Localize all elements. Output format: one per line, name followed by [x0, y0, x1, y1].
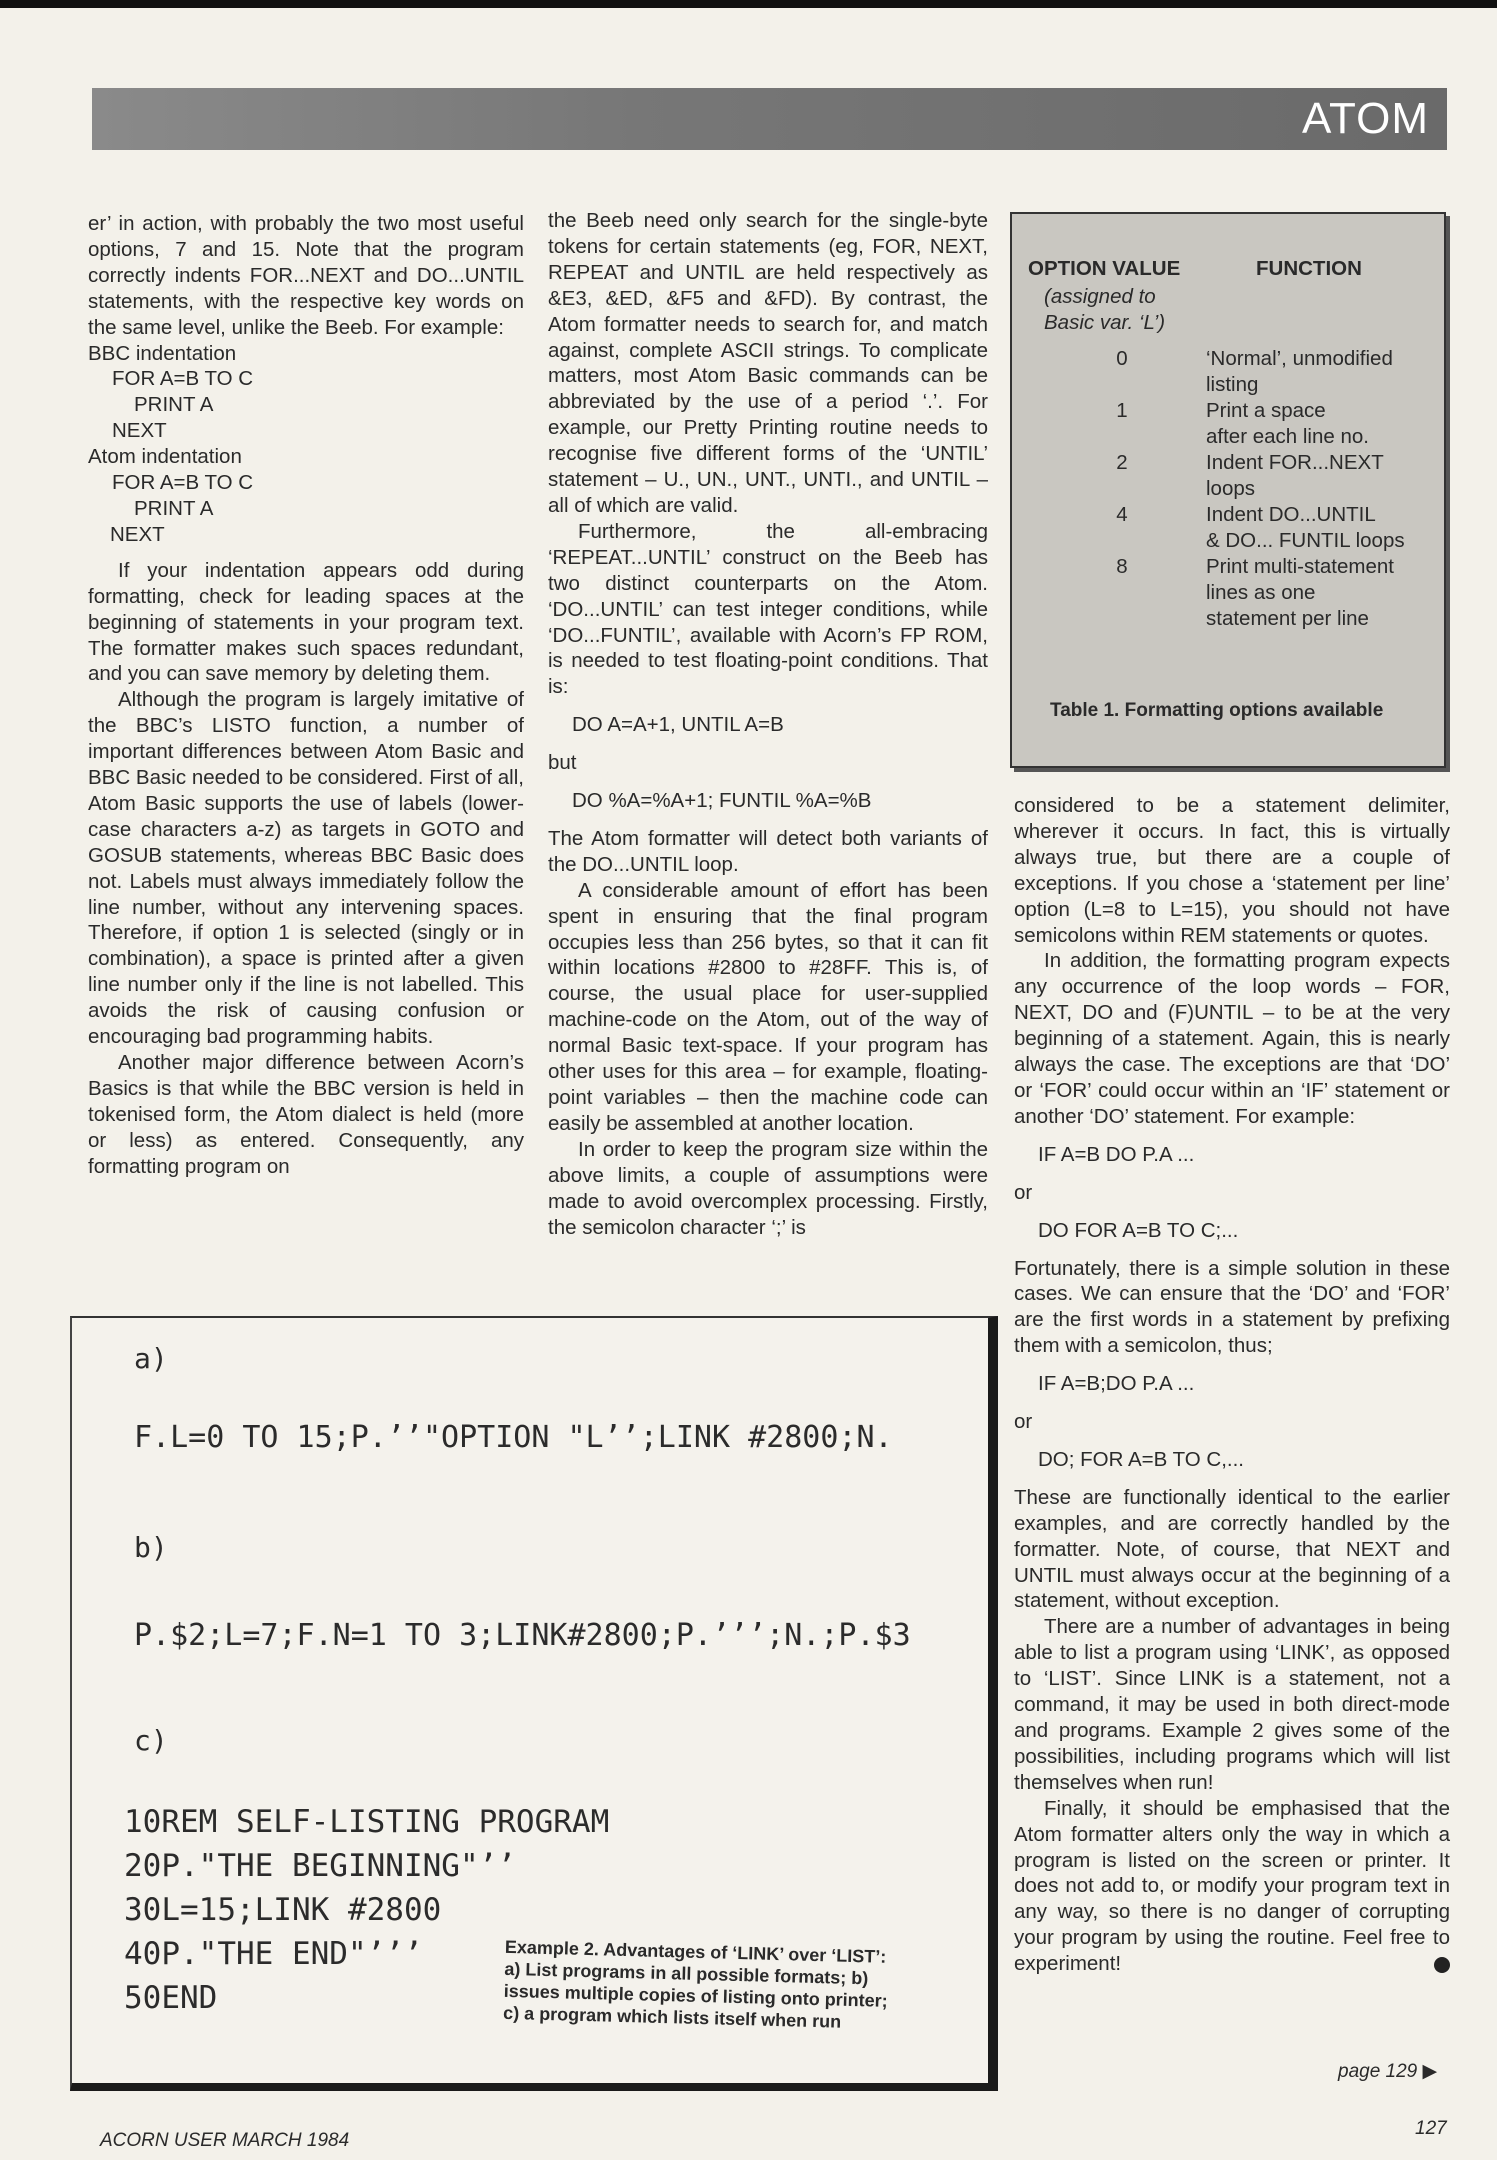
word-line: or	[1014, 1410, 1033, 1434]
paragraph: The Atom formatter will detect both variants of the DO...UNTIL loop.	[548, 826, 988, 876]
code-line: IF A=B;DO P.A ...	[1038, 1372, 1195, 1396]
paragraph: the Beeb need only search for the single-byte tokens for certain statements (eg, FOR, NEXT, REPEAT and UNTIL are held respectively as &E3, &ED, &F5 and &FD). By contrast, the Atom formatter needs to search for, and match against, complete ASCII strings. To complicate matters, most Atom Basic commands can be abbreviated by the use of a period ‘.’. For example, our Pretty Printing routine needs to recognise five different forms of the ‘UNTIL’ statement – U., UN., UNT., UNTI., and UNTIL – all of which are valid.	[548, 209, 988, 517]
example-code-b: P.$2;L=7;F.N=1 TO 3;LINK#2800;P.’’’;N.;P.$3	[134, 1618, 911, 1653]
page-number: 127	[1415, 2118, 1447, 2139]
example-label-c: c)	[134, 1724, 168, 1757]
paragraph: There are a number of advantages in being able to list a program using ‘LINK’, as opposed to ‘LIST’. Since LINK is a statement, not a command, it may be used in both direct-mode and programs. Example 2 gives some of the possibilities, including programs which will list themselves when run!	[1014, 1615, 1450, 1794]
option-value: 0	[1116, 347, 1128, 370]
code-line: FOR A=B TO C	[112, 367, 254, 391]
paragraph: Fortunately, there is a simple solution in these cases. We can ensure that the ‘DO’ and ‘FOR’ are the first words in a statement by prefixing them with a semicolon, thus;	[1014, 1256, 1450, 1358]
code-line: DO FOR A=B TO C;...	[1038, 1218, 1239, 1242]
example-code-c3: 30L=15;LINK #2800	[124, 1892, 442, 1928]
code-line: NEXT	[110, 522, 165, 546]
paragraph: If your indentation appears odd during formatting, check for leading spaces at the beginning of statements in your program text. The formatter makes such spaces redundant, and you can save memory by deleting them.	[88, 558, 524, 686]
example-code-c2: 20P."THE BEGINNING"’’	[124, 1848, 516, 1884]
paragraph: Although the program is largely imitative of the BBC’s LISTO function, a number of important differences between Atom Basic and BBC Basic needed to be considered. First of all, Atom Basic supports the use of labels (lower-case characters a-z) as targets in GOTO and GOSUB statements, whereas BBC Basic does not. Labels must always immediately follow the line number, without any intervening spaces. Therefore, if option 1 is selected (singly or in combination), a space is printed after a given line number only if the line is not labelled. This avoids the risk of causing confusion or encouraging bad programming habits.	[88, 688, 524, 1049]
code-line: IF A=B DO P.A ...	[1038, 1142, 1195, 1166]
code-line: FOR A=B TO C	[112, 471, 254, 495]
example-code-a: F.L=0 TO 15;P.’’"OPTION "L’’;LINK #2800;N.	[134, 1420, 893, 1455]
paragraph: Furthermore, the all-embracing ‘REPEAT...UNTIL’ construct on the Beeb has two distinct counterparts on the Atom. ‘DO...UNTIL’ can test integer conditions, while ‘DO...FUNTIL’, available with Acorn’s FP ROM, is needed to test floating-point conditions. That is:	[548, 519, 988, 699]
magazine-footer: ACORN USER MARCH 1984	[100, 2130, 350, 2151]
option-value: 1	[1116, 399, 1128, 422]
word-line: but	[548, 751, 577, 775]
option-function: ‘Normal’, unmodified listing	[1206, 347, 1393, 396]
table-header-note: (assigned to Basic var. ‘L’)	[1044, 285, 1166, 334]
example-code-c1: 10REM SELF-LISTING PROGRAM	[124, 1804, 610, 1840]
paragraph: In addition, the formatting program expects any occurrence of the loop words – FOR, NEXT, DO and (F)UNTIL – to be at the very beginning of a statement. Again, this is nearly always the case. The exceptions are that ‘DO’ or ‘FOR’ could occur within an ‘IF’ statement or another ‘DO’ statement. For example:	[1014, 949, 1450, 1128]
column-1	[88, 211, 524, 1180]
example-caption: Example 2. Advantages of ‘LINK’ over ‘LIST’: a) List programs in all possible formats; b) issues multiple copies of listing onto printer; c) a program which lists itself when run	[502, 1936, 888, 2032]
example-code-c4: 40P."THE END"’’’	[124, 1936, 423, 1972]
word-line: or	[1014, 1180, 1033, 1204]
section-banner	[92, 88, 1447, 150]
code-line: DO; FOR A=B TO C,...	[1038, 1447, 1245, 1471]
option-value: 4	[1116, 503, 1128, 526]
subheading-atom: Atom indentation	[88, 445, 242, 469]
code-line: PRINT A	[134, 496, 214, 520]
paragraph: Finally, it should be emphasised that the Atom formatter alters only the way in which a program is listed on the screen or printer. It does not add to, or modify your program text in any way, so there is no danger of corrupting your program by using the routine. Feel free to experiment!	[1014, 1796, 1450, 1976]
column-2	[548, 208, 988, 1240]
paragraph: Another major difference between Acorn’s Basics is that while the BBC version is held in tokenised form, the Atom dialect is held (more or less) as entered. Consequently, any formatting program on	[88, 1051, 524, 1178]
option-function: Indent DO...UNTIL & DO... FUNTIL loops	[1206, 503, 1405, 552]
option-function: Print a space after each line no.	[1206, 399, 1369, 448]
paragraph: considered to be a statement delimiter, wherever it occurs. In fact, this is virtually always true, but there are a couple of exceptions. If you chose a ‘statement per line’ option (L=8 to L=15), you should not have semicolons within REM statements or quotes.	[1014, 794, 1450, 947]
code-line: DO %A=%A+1; FUNTIL %A=%B	[572, 789, 872, 813]
table-caption: Table 1. Formatting options available	[1050, 700, 1384, 721]
table-header-function: FUNCTION	[1256, 257, 1362, 280]
paragraph: A considerable amount of effort has been spent in ensuring that the final program occupies less than 256 bytes, so that it can fit within locations #2800 to #28FF. This is, of course, the usual place for user-supplied machine-code on the Atom, out of the way of normal Basic text-space. If your program has other uses for this area – for example, floating-point variables – then the machine code can easily be assembled at another location.	[548, 878, 988, 1135]
option-function: Indent FOR...NEXT loops	[1206, 451, 1384, 500]
table-header-option: OPTION VALUE	[1028, 257, 1181, 280]
code-line: PRINT A	[134, 393, 214, 417]
end-mark-icon	[1434, 1957, 1450, 1973]
column-3	[1014, 793, 1450, 1977]
example-label-b: b)	[134, 1531, 168, 1564]
top-rule	[0, 0, 1497, 8]
paragraph: In order to keep the program size within the above limits, a couple of assumptions were made to avoid overcomplex processing. Firstly, the semicolon character ‘;’ is	[548, 1137, 988, 1239]
section-title: ATOM	[1301, 94, 1429, 143]
example-label-a: a)	[134, 1342, 168, 1375]
option-value: 8	[1116, 555, 1128, 578]
paragraph: These are functionally identical to the earlier examples, and are correctly handled by the formatter. Note, of course, that NEXT and UNTIL must always occur at the beginning of a statement, without exception.	[1014, 1485, 1450, 1613]
subheading-bbc: BBC indentation	[88, 341, 237, 365]
options-table	[1010, 212, 1446, 768]
continued-link[interactable]: page 129 ▶	[1338, 2061, 1438, 2082]
option-value: 2	[1116, 451, 1128, 474]
code-line: DO A=A+1, UNTIL A=B	[572, 713, 784, 737]
option-function: Print multi-statement lines as one statement per line	[1206, 555, 1394, 630]
paragraph: er’ in action, with probably the two most useful options, 7 and 15. Note that the program correctly indents FOR...NEXT and DO...UNTIL statements, with the respective key words on the same level, unlike the Beeb. For example:	[88, 212, 524, 339]
code-line: NEXT	[112, 419, 167, 443]
example-listing-box	[70, 1316, 998, 2091]
example-code-c5: 50END	[124, 1980, 218, 2016]
